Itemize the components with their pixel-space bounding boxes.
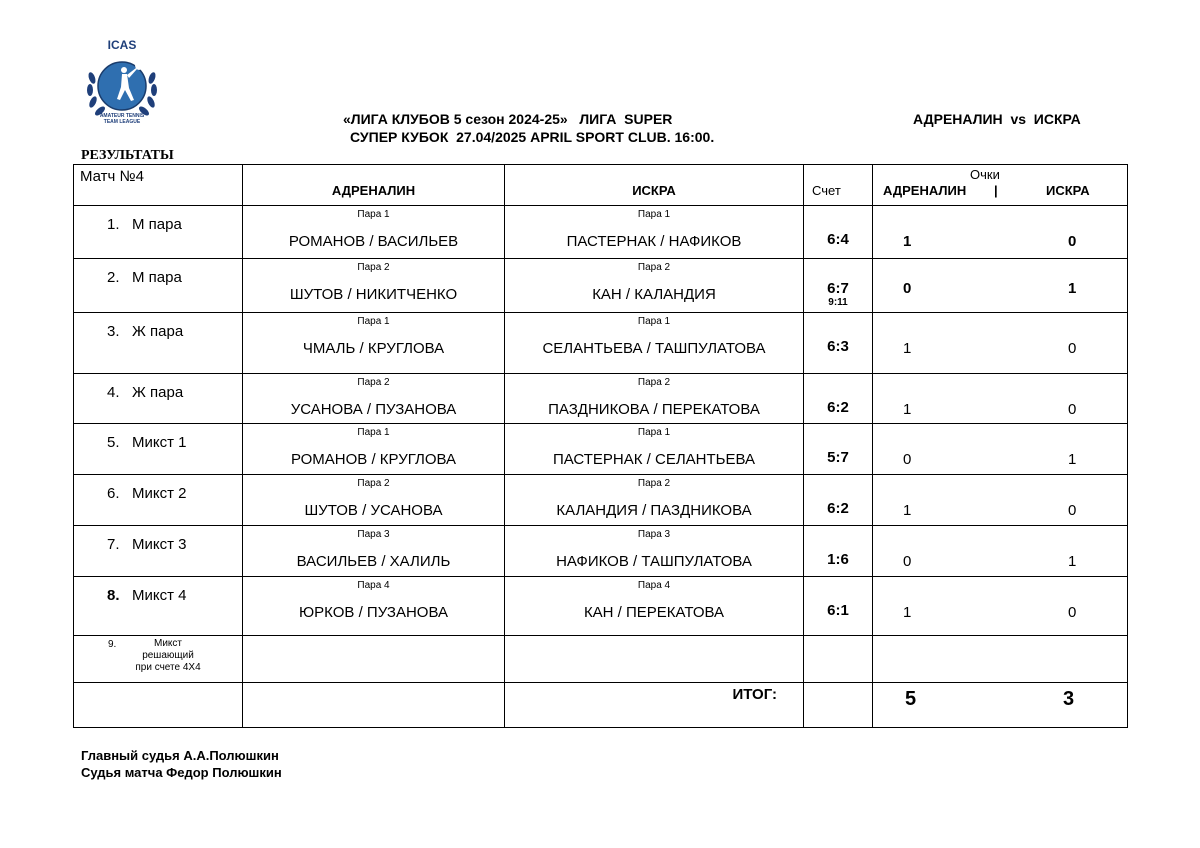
table-row <box>74 259 1128 313</box>
pair-label-a: Пара 2 <box>357 478 390 489</box>
row-number: 2. <box>107 269 120 286</box>
points-b: 0 <box>1068 502 1077 519</box>
results-heading: РЕЗУЛЬТАТЫ <box>81 148 174 163</box>
points-b: 0 <box>1068 340 1077 357</box>
match-score: 5:7 <box>827 449 849 466</box>
players-a: ЮРКОВ / ПУЗАНОВА <box>299 604 448 621</box>
points-team-b: ИСКРА <box>1046 183 1090 198</box>
players-b: ПАСТЕРНАК / НАФИКОВ <box>566 233 742 250</box>
logo-title: ICAS <box>107 38 137 52</box>
row-number: 1. <box>107 216 120 233</box>
pair-label-b: Пара 2 <box>637 377 671 388</box>
players-a: ВАСИЛЬЕВ / ХАЛИЛЬ <box>296 553 451 570</box>
players-a: ЧМАЛЬ / КРУГЛОВА <box>302 340 445 357</box>
players-b: НАФИКОВ / ТАШПУЛАТОВА <box>556 553 752 570</box>
chief-referee: Главный судья А.А.Полюшкин <box>81 748 279 763</box>
logo-subtitle-line1: AMATEUR TENNIS <box>99 113 145 119</box>
league-title: «ЛИГА КЛУБОВ 5 сезон 2024-25» ЛИГА SUPER <box>343 111 673 127</box>
players-a: УСАНОВА / ПУЗАНОВА <box>290 401 457 418</box>
match-type: Ж пара <box>132 384 184 401</box>
tiebreak-score: 9:11 <box>828 297 848 308</box>
total-row <box>74 683 1128 728</box>
score-header <box>804 165 873 206</box>
pair-label-a: Пара 2 <box>357 377 390 388</box>
match-score: 6:3 <box>827 338 849 355</box>
match-type: Микст 4 <box>132 587 187 604</box>
decider-row <box>74 636 1128 683</box>
points-b: 0 <box>1068 401 1077 418</box>
table-row <box>74 526 1128 577</box>
pair-label-b: Пара 1 <box>637 427 671 438</box>
row-number: 3. <box>107 323 120 340</box>
pair-label-b: Пара 2 <box>637 262 671 273</box>
players-b: ПАЗДНИКОВА / ПЕРЕКАТОВА <box>548 401 760 418</box>
points-label: Очки <box>970 167 1000 182</box>
total-team-b: 3 <box>1063 688 1075 710</box>
table-row <box>74 313 1128 374</box>
row-number: 5. <box>107 434 120 451</box>
players-a: РОМАНОВ / ВАСИЛЬЕВ <box>288 233 459 250</box>
points-b: 0 <box>1068 604 1077 621</box>
pair-label-b: Пара 2 <box>637 478 671 489</box>
players-b: КАЛАНДИЯ / ПАЗДНИКОВА <box>556 502 752 519</box>
points-a: 1 <box>903 340 912 357</box>
players-b: СЕЛАНТЬЕВА / ТАШПУЛАТОВА <box>542 340 766 357</box>
match-label: Матч №4 <box>80 168 144 185</box>
team-b-name: ИСКРА <box>632 183 676 198</box>
row-number: 8. <box>107 587 120 604</box>
table-row <box>74 475 1128 526</box>
players-b: КАН / КАЛАНДИЯ <box>592 286 716 303</box>
match-score: 1:6 <box>827 551 849 568</box>
team-a-header <box>243 165 505 206</box>
points-b: 1 <box>1068 553 1077 570</box>
decider-number: 9. <box>108 639 117 650</box>
match-score: 6:2 <box>827 399 849 416</box>
points-team-a: АДРЕНАЛИН <box>883 183 967 198</box>
match-type: Ж пара <box>132 323 184 340</box>
decider-line1: Микст <box>154 638 182 649</box>
pair-label-a: Пара 1 <box>357 316 390 327</box>
points-a: 1 <box>903 233 912 250</box>
results-table <box>73 164 1128 728</box>
table-row <box>74 577 1128 636</box>
points-b: 1 <box>1068 280 1077 297</box>
points-a: 1 <box>903 401 912 418</box>
team-a-name: АДРЕНАЛИН <box>331 183 416 198</box>
points-b: 0 <box>1068 233 1077 250</box>
decider-line3: при счете 4Х4 <box>135 662 201 673</box>
pair-label-a: Пара 1 <box>357 209 390 220</box>
players-a: ШУТОВ / НИКИТЧЕНКО <box>289 286 458 303</box>
table-row <box>74 424 1128 475</box>
event-title: СУПЕР КУБОК 27.04/2025 APRIL SPORT CLUB. 16:00. <box>350 129 715 145</box>
logo-subtitle-line2: TEAM LEAGUE <box>103 119 141 125</box>
pair-label-b: Пара 1 <box>637 209 671 220</box>
points-a: 0 <box>903 451 912 468</box>
match-number-header <box>74 165 243 206</box>
pair-label-a: Пара 3 <box>357 529 390 540</box>
row-number: 7. <box>107 536 120 553</box>
players-b: ПАСТЕРНАК / СЕЛАНТЬЕВА <box>552 451 756 468</box>
row-number: 4. <box>107 384 120 401</box>
total-team-a: 5 <box>905 688 917 710</box>
points-separator: | <box>994 183 998 198</box>
row-number: 6. <box>107 485 120 502</box>
points-header <box>873 165 1128 206</box>
pair-label-a: Пара 2 <box>357 262 390 273</box>
match-type: Микст 3 <box>132 536 187 553</box>
match-type: Микст 2 <box>132 485 187 502</box>
match-type: М пара <box>132 216 182 233</box>
match-score: 6:4 <box>827 231 849 248</box>
table-row <box>74 206 1128 259</box>
team-b-header <box>505 165 804 206</box>
decider-line2: решающий <box>142 650 194 661</box>
match-type: Микст 1 <box>132 434 187 451</box>
pair-label-a: Пара 1 <box>357 427 390 438</box>
table-row <box>74 374 1128 424</box>
match-score: 6:7 <box>827 280 849 297</box>
match-type: М пара <box>132 269 182 286</box>
decider-label <box>128 638 208 674</box>
pair-label-b: Пара 1 <box>637 316 671 327</box>
score-label: Счет <box>812 183 841 198</box>
match-score: 6:1 <box>827 602 849 619</box>
icas-logo <box>84 40 160 132</box>
points-a: 0 <box>903 553 912 570</box>
total-label: ИТОГ: <box>732 686 777 703</box>
players-a: ШУТОВ / УСАНОВА <box>304 502 443 519</box>
pair-label-b: Пара 3 <box>637 529 671 540</box>
match-score: 6:2 <box>827 500 849 517</box>
points-b: 1 <box>1068 451 1077 468</box>
points-a: 1 <box>903 502 912 519</box>
players-b: КАН / ПЕРЕКАТОВА <box>583 604 725 621</box>
points-a: 0 <box>903 280 912 297</box>
matchup-title: АДРЕНАЛИН vs ИСКРА <box>913 111 1081 127</box>
table-header-row <box>74 165 1128 206</box>
points-a: 1 <box>903 604 912 621</box>
players-a: РОМАНОВ / КРУГЛОВА <box>290 451 457 468</box>
pair-label-a: Пара 4 <box>357 580 390 591</box>
pair-label-b: Пара 4 <box>637 580 671 591</box>
match-referee: Судья матча Федор Полюшкин <box>81 765 282 780</box>
